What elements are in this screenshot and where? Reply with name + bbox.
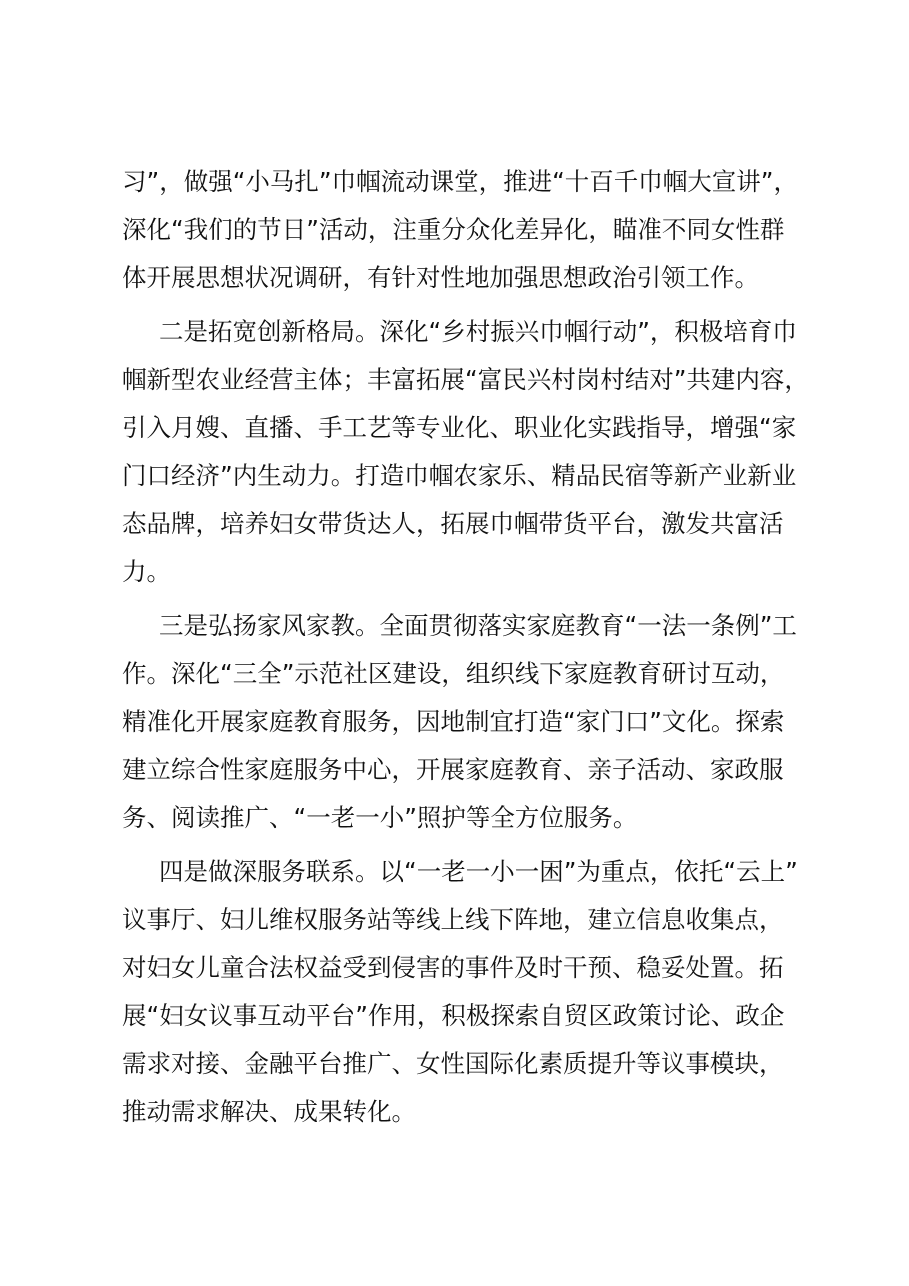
text-line: 体开展思想状况调研，有针对性地加强思想政治引领工作。: [122, 263, 759, 292]
text-line: 三是弘扬家风家教。全面贯彻落实家庭教育“一法一条例”工: [159, 611, 797, 640]
text-line: 深化“我们的节日”活动，注重分众化差异化，瞄准不同女性群: [122, 215, 785, 244]
paragraph-2: [122, 308, 812, 596]
text-line: 推动需求解决、成果转化。: [122, 1097, 416, 1126]
text-line: 展“妇女议事互动平台”作用，积极探索自贸区政策讨论、政企: [122, 1001, 785, 1030]
text-line: 建立综合性家庭服务中心，开展家庭教育、亲子活动、家政服: [122, 755, 784, 784]
text-line: 需求对接、金融平台推广、女性国际化素质提升等议事模块，: [122, 1049, 784, 1078]
text-line: 态品牌，培养妇女带货达人，拓展巾帼带货平台，激发共富活: [122, 509, 784, 538]
text-line: 务、阅读推广、“一老一小”照护等全方位服务。: [122, 803, 638, 832]
text-line: 作。深化“三全”示范社区建设，组织线下家庭教育研讨互动，: [122, 659, 785, 688]
text-line: 习”，做强“小马扎”巾帼流动课堂，推进“十百千巾帼大宣讲”，: [122, 167, 798, 196]
text-line: 议事厅、妇儿维权服务站等线上线下阵地，建立信息收集点，: [122, 905, 784, 934]
document-body: [122, 158, 812, 1142]
text-line: 门口经济”内生动力。打造巾帼农家乐、精品民宿等新产业新业: [122, 461, 797, 490]
text-line: 二是拓宽创新格局。深化“乡村振兴巾帼行动”，积极培育巾: [159, 317, 797, 346]
text-line: 引入月嫂、直播、手工艺等专业化、职业化实践指导，增强“家: [122, 413, 797, 442]
text-line: 四是做深服务联系。以“一老一小一困”为重点，依托“云上”: [159, 857, 798, 886]
paragraph-4: [122, 848, 812, 1136]
text-line: 精准化开展家庭教育服务，因地制宜打造“家门口”文化。探索: [122, 707, 785, 736]
text-line: 帼新型农业经营主体；丰富拓展“富民兴村岗村结对”共建内容，: [122, 365, 809, 394]
text-line: 力。: [122, 557, 171, 586]
paragraph-1: [122, 158, 812, 302]
paragraph-3: [122, 602, 812, 842]
text-line: 对妇女儿童合法权益受到侵害的事件及时干预、稳妥处置。拓: [122, 953, 784, 982]
